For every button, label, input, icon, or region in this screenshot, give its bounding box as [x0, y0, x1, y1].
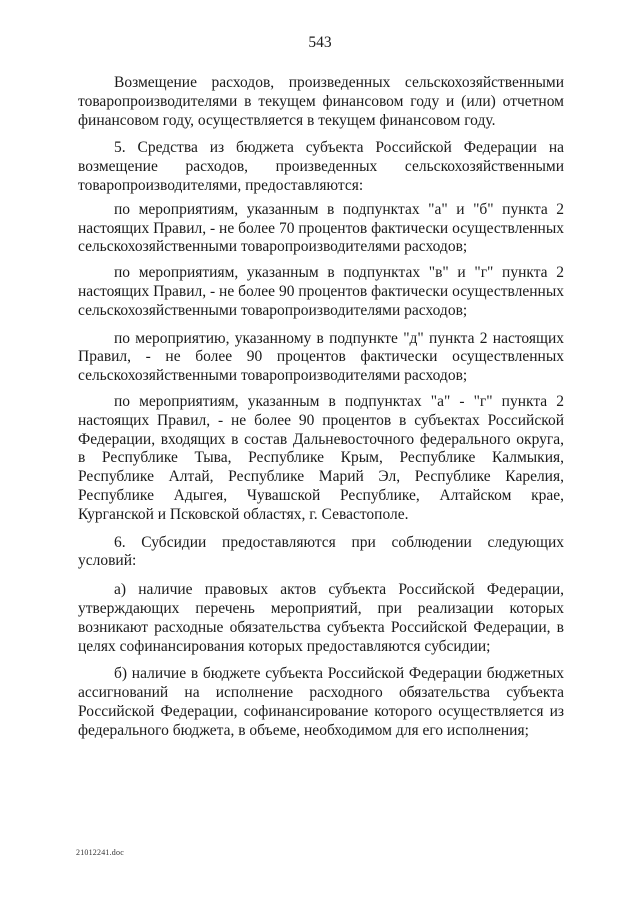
paragraph-measures-v-g: по мероприятиям, указанным в подпунктах "в" и "г" пункта 2 настоящих Правил, - не более 90 процентов фактически осуществленных сельскохозяйственными товаропроизводителями расходов;: [78, 264, 564, 319]
paragraph-condition-b: б) наличие в бюджете субъекта Российской Федерации бюджетных ассигнований на исполнение расходного обязательства субъекта Российской Федерации, софинансирование которого осуществляется из федерального бюджета, в объеме, необходимом для его исполнения;: [78, 665, 564, 739]
paragraph-reimbursement-period: Возмещение расходов, произведенных сельскохозяйственными товаропроизводителями в текущем финансовом году и (или) отчетном финансовом году, осуществляется в текущем финансовом году.: [78, 74, 564, 129]
paragraph-section-5-intro: 5. Средства из бюджета субъекта Российской Федерации на возмещение расходов, произведенных сельскохозяйственными товаропроизводителями, предоставляются:: [78, 139, 564, 194]
paragraph-measures-a-b: по мероприятиям, указанным в подпунктах "а" и "б" пункта 2 настоящих Правил, - не более 70 процентов фактически осуществленных сельскохозяйственными товаропроизводителями расходов;: [78, 200, 564, 256]
page-number: 543: [308, 34, 332, 51]
footer-file-name: 21012241.doc: [76, 848, 124, 857]
paragraph-condition-a: а) наличие правовых актов субъекта Российской Федерации, утверждающих перечень мероприятий, при реализации которых возникают расходные обязательства субъекта Российской Федерации, в целях софинансирования которых предоставляются субсидии;: [78, 581, 564, 655]
paragraph-section-6-intro: 6. Субсидии предоставляются при соблюдении следующих условий:: [78, 533, 564, 570]
paragraph-measures-a-g-regions: по мероприятиям, указанным в подпунктах "а" - "г" пункта 2 настоящих Правил, - не более 90 процентов в субъектах Российской Федерации, входящих в состав Дальневосточного федерального округа, в Республике Тыва, Республике Крым, Республике Калмыкия, Республике Алтай, Республике Марий Эл, Республике Карелия, Республике Адыгея, Чувашской Республике, Алтайском крае, Курганской и Псковской областях, г. Севастополе.: [78, 392, 564, 523]
paragraph-measure-d: по мероприятию, указанному в подпункте "д" пункта 2 настоящих Правил, - не более 90 процентов фактически осуществленных сельскохозяйственными товаропроизводителями расходов;: [78, 329, 564, 385]
document-body: [78, 74, 564, 741]
